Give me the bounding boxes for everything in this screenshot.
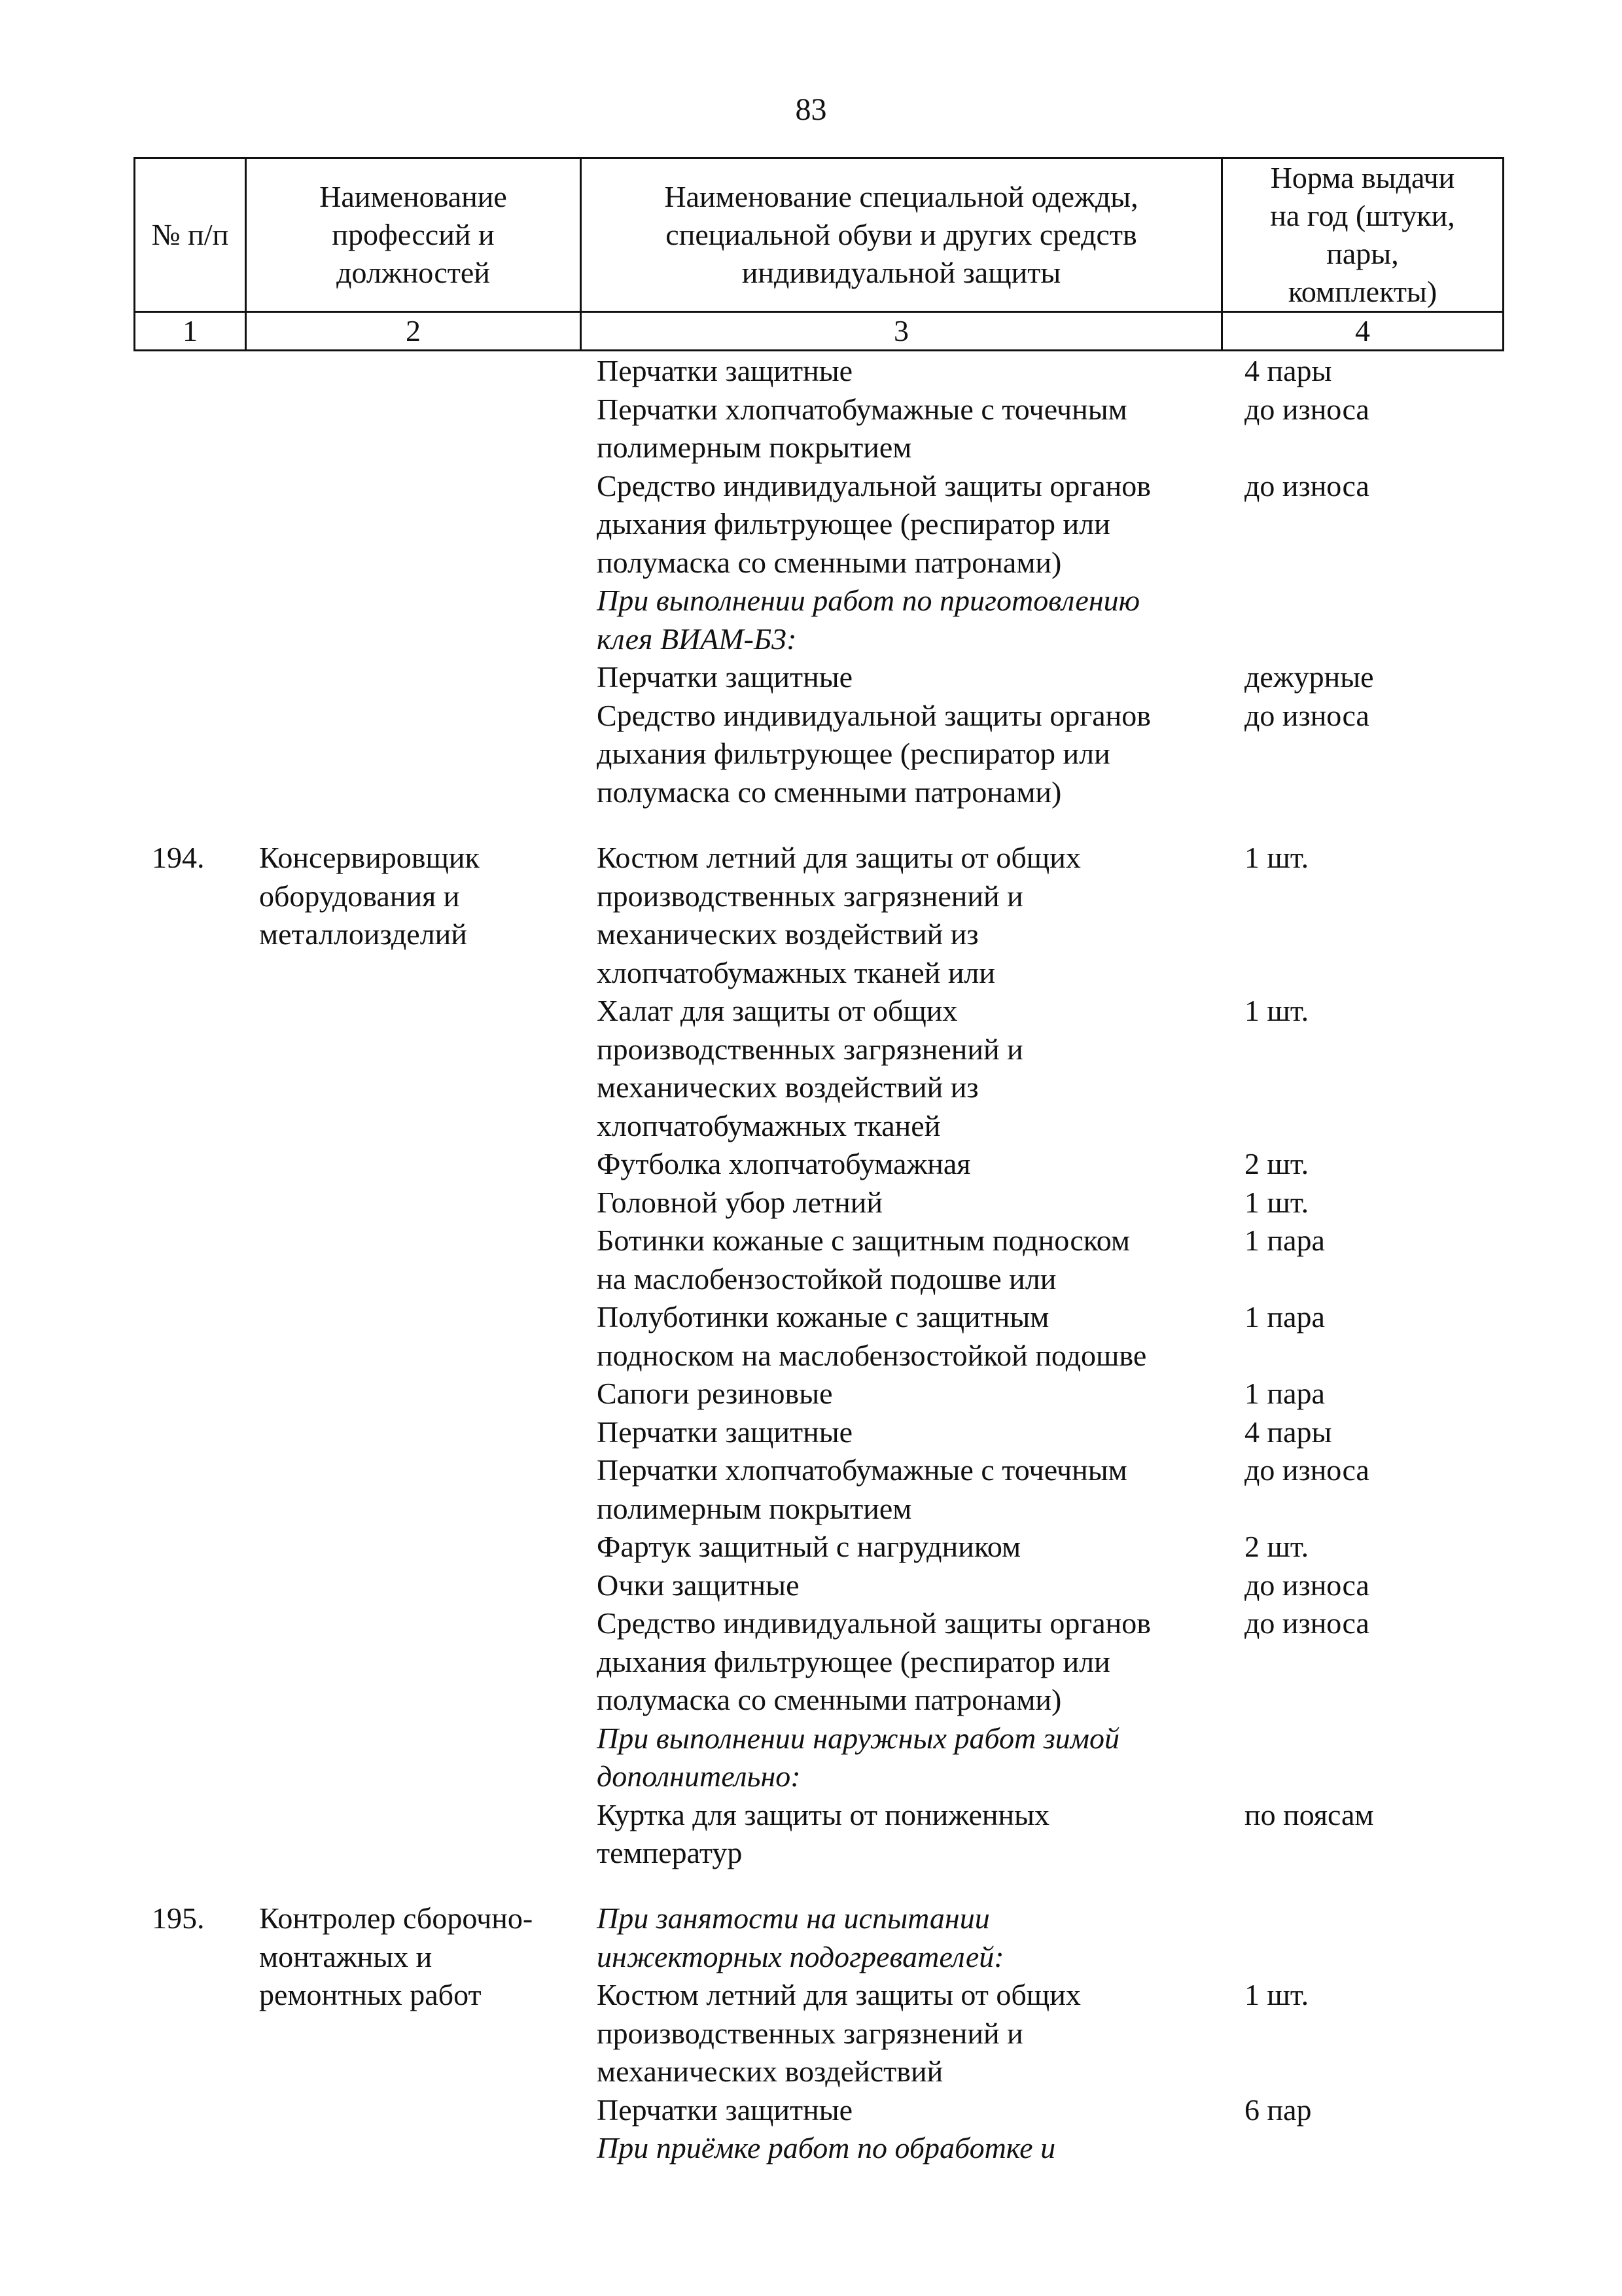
- item-name: Перчатки хлопчатобумажные с точечным полимерным покрытием: [597, 1453, 1127, 1525]
- list-item: [597, 391, 1578, 467]
- item-name: Костюм летний для защиты от общих производственных загрязнений и механических воздействий: [597, 1978, 1081, 2088]
- list-item: [597, 1222, 1578, 1298]
- table-header: [133, 157, 1504, 351]
- item-norm: 1 пара: [1244, 1224, 1325, 1257]
- item-norm: дежурные: [1244, 660, 1374, 694]
- item-norm: 4 пары: [1244, 354, 1332, 387]
- item-norm: 1 пара: [1244, 1300, 1325, 1333]
- item-name: Перчатки хлопчатобумажные с точечным полимерным покрытием: [597, 392, 1127, 464]
- item-norm: до износа: [1244, 1606, 1369, 1640]
- list-item: [597, 658, 1578, 697]
- item-name: Перчатки защитные: [597, 1415, 853, 1449]
- item-norm: до износа: [1244, 698, 1369, 732]
- list-item: [597, 1145, 1578, 1184]
- header-col-norm: Норма выдачи на год (штуки, пары, комплекты): [1222, 158, 1504, 312]
- item-norm: 1 шт.: [1244, 1978, 1309, 2011]
- item-name: Перчатки защитные: [597, 2093, 853, 2127]
- list-item: [597, 1413, 1578, 1452]
- header-num-2: 2: [246, 312, 581, 351]
- section-note: При выполнении работ по приготовлению клея ВИАМ-Б3:: [597, 584, 1140, 656]
- header-num-4: 4: [1222, 312, 1504, 351]
- list-item: [597, 1528, 1578, 1566]
- item-name: Футболка хлопчатобумажная: [597, 1147, 971, 1180]
- item-name: Перчатки защитные: [597, 660, 853, 694]
- section-note: При приёмке работ по обработке и: [597, 2131, 1056, 2164]
- item-norm: 1 шт.: [1244, 1185, 1309, 1219]
- item-norm: до износа: [1244, 1568, 1369, 1602]
- item-name: Перчатки защитные: [597, 354, 853, 387]
- item-norm: 1 шт.: [1244, 841, 1309, 874]
- item-norm: по поясам: [1244, 1797, 1374, 1831]
- list-item: [597, 1566, 1578, 1605]
- row-number: 194.: [152, 841, 205, 874]
- item-norm: до износа: [1244, 468, 1369, 503]
- list-item: [597, 1375, 1578, 1413]
- list-item: [597, 992, 1578, 1145]
- item-name: Халат для защиты от общих производственных загрязнений и механических воздействий из хлопчатобумажных тканей: [597, 994, 1023, 1142]
- item-norm: до износа: [1244, 392, 1369, 426]
- equipment-list: [597, 839, 1578, 1873]
- item-norm: 2 шт.: [1244, 1530, 1309, 1563]
- profession-name: Контролер сборочно- монтажных и ремонтных работ: [259, 1901, 533, 2011]
- item-norm: до износа: [1244, 1453, 1369, 1487]
- header-col-profession: Наименование профессий и должностей: [246, 158, 581, 312]
- list-item: [597, 1604, 1578, 1720]
- list-item: [597, 1184, 1578, 1222]
- item-name: Полуботинки кожаные с защитным подноском на маслобензостойкой подошве: [597, 1300, 1147, 1372]
- list-item: [597, 1451, 1578, 1528]
- item-name: Очки защитные: [597, 1568, 800, 1602]
- item-name: Фартук защитный с нагрудником: [597, 1530, 1021, 1563]
- list-item: [597, 352, 1578, 391]
- header-num-3: 3: [581, 312, 1222, 351]
- equipment-list: [597, 352, 1578, 811]
- item-name: Сапоги резиновые: [597, 1377, 833, 1410]
- item-name: Костюм летний для защиты от общих производственных загрязнений и механических воздействий из хлопчатобумажных тканей или: [597, 841, 1081, 989]
- header-num-1: 1: [135, 312, 246, 351]
- section-note: При выполнении наружных работ зимой дополнительно:: [597, 1721, 1120, 1793]
- item-name: Куртка для защиты от пониженных температур: [597, 1797, 1050, 1869]
- list-item: [597, 467, 1578, 582]
- item-name: Средство индивидуальной защиты органов дыхания фильтрующее (респиратор или полумаска со сменными патронами): [597, 1606, 1151, 1716]
- profession-name: Консервировщик оборудования и металлоизделий: [259, 841, 480, 951]
- list-item: [597, 1976, 1578, 2091]
- item-norm: 4 пары: [1244, 1415, 1332, 1449]
- section-note: При занятости на испытании инжекторных подогревателей:: [597, 1901, 1004, 1973]
- equipment-list: [597, 1899, 1578, 2168]
- item-norm: 2 шт.: [1244, 1147, 1309, 1180]
- list-item: [597, 1298, 1578, 1375]
- item-name: Средство индивидуальной защиты органов дыхания фильтрующее (респиратор или полумаска со сменными патронами): [597, 468, 1151, 579]
- row-number: 195.: [152, 1901, 205, 1935]
- list-item: [597, 839, 1578, 992]
- item-name: Средство индивидуальной защиты органов дыхания фильтрующее (респиратор или полумаска со сменными патронами): [597, 698, 1151, 809]
- page-number: 83: [795, 92, 827, 127]
- header-col-number: № п/п: [135, 158, 246, 312]
- list-item: [597, 1796, 1578, 1873]
- item-name: Головной убор летний: [597, 1185, 883, 1219]
- header-col-equipment: Наименование специальной одежды, специальной обуви и других средств индивидуальной защиты: [581, 158, 1222, 312]
- item-norm: 6 пар: [1244, 2093, 1312, 2127]
- list-item: [597, 2091, 1578, 2130]
- item-name: Ботинки кожаные с защитным подноском на маслобензостойкой подошве или: [597, 1224, 1131, 1296]
- item-norm: 1 шт.: [1244, 994, 1309, 1027]
- item-norm: 1 пара: [1244, 1377, 1325, 1410]
- list-item: [597, 697, 1578, 812]
